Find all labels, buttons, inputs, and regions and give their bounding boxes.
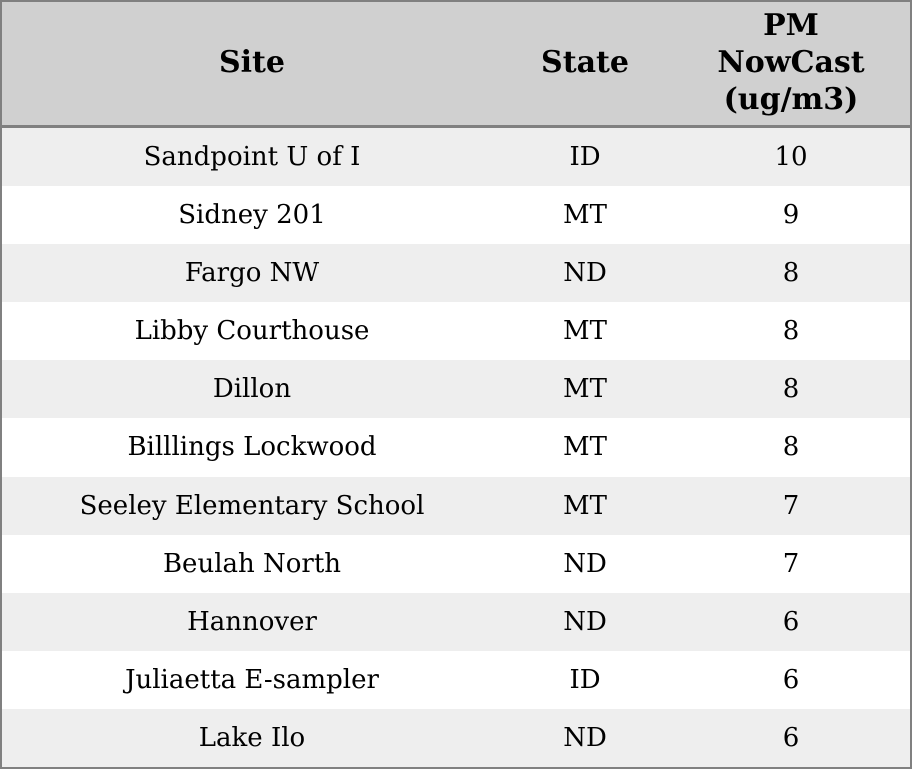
column-header-pm-line-2: NowCast [717, 45, 865, 81]
column-header-site-label: Site [218, 45, 285, 81]
site-cell: Billlings Lockwood [127, 432, 377, 463]
pm-nowcast-cell: 6 [782, 664, 800, 695]
state-cell: ND [563, 258, 607, 289]
state-cell: MT [563, 490, 607, 521]
state-cell: ND [563, 606, 607, 637]
state-cell: ND [563, 722, 607, 753]
site-cell: Sandpoint U of I [143, 142, 361, 173]
pm-nowcast-cell: 8 [782, 316, 800, 347]
state-cell: MT [563, 432, 607, 463]
pm-nowcast-cell: 9 [782, 200, 800, 231]
table-header [2, 2, 912, 127]
header-row [2, 2, 912, 127]
column-header-pm-line-1: PM [763, 8, 819, 44]
table-row [2, 360, 912, 418]
table-row [2, 302, 912, 360]
site-cell: Lake Ilo [198, 722, 306, 753]
state-cell: ID [569, 142, 601, 173]
site-cell: Beulah North [162, 548, 342, 579]
state-cell: MT [563, 200, 607, 231]
pm-nowcast-cell: 10 [774, 142, 808, 173]
site-cell: Hannover [187, 606, 317, 637]
pm-nowcast-table [2, 2, 912, 767]
pm-nowcast-cell: 7 [782, 548, 800, 579]
table-row [2, 244, 912, 302]
table-row [2, 186, 912, 244]
site-cell: Sidney 201 [178, 200, 326, 231]
pm-nowcast-cell: 8 [782, 374, 800, 405]
column-header-pm-nowcast [668, 2, 912, 127]
table-row [2, 418, 912, 476]
table-row [2, 477, 912, 535]
pm-nowcast-cell: 8 [782, 432, 800, 463]
pm-nowcast-cell: 6 [782, 606, 800, 637]
column-header-state [502, 2, 668, 127]
site-cell: Juliaetta E-sampler [125, 664, 379, 695]
table-body [2, 127, 912, 768]
table-row [2, 593, 912, 651]
table-row [2, 651, 912, 709]
pm-nowcast-cell: 7 [782, 490, 800, 521]
site-cell: Seeley Elementary School [79, 490, 425, 521]
table-row [2, 709, 912, 767]
pm-nowcast-cell: 8 [782, 258, 800, 289]
site-cell: Fargo NW [184, 258, 320, 289]
state-cell: ND [563, 548, 607, 579]
state-cell: ID [569, 664, 601, 695]
pm-nowcast-cell: 6 [782, 722, 800, 753]
site-cell: Dillon [212, 374, 292, 405]
site-cell: Libby Courthouse [134, 316, 370, 347]
column-header-site [2, 2, 502, 127]
state-cell: MT [563, 374, 607, 405]
column-header-pm-line-3: (ug/m3) [723, 81, 859, 117]
table-row [2, 127, 912, 187]
column-header-state-label: State [541, 45, 629, 81]
table-row [2, 535, 912, 593]
state-cell: MT [563, 316, 607, 347]
